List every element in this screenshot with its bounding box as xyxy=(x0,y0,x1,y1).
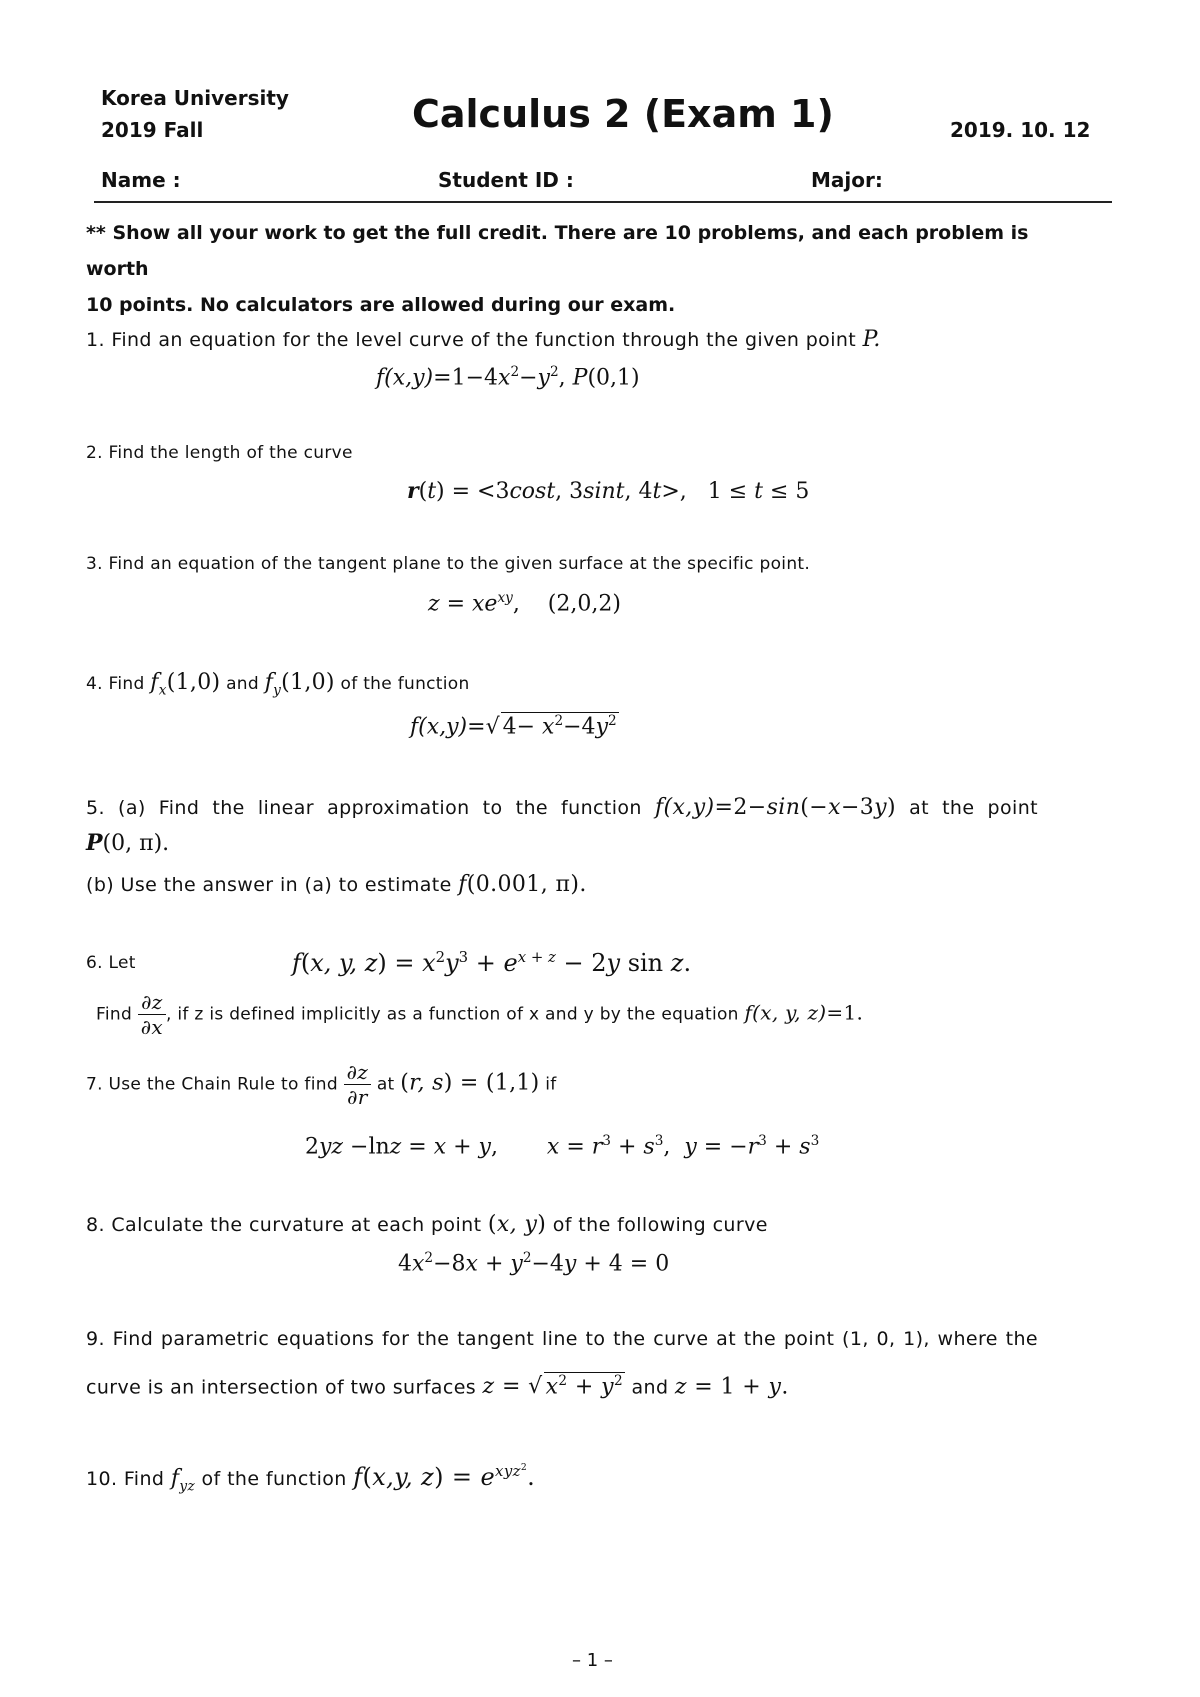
problem-6-find-label: Find xyxy=(96,1004,133,1025)
problem-10 xyxy=(86,1462,535,1494)
problem-4-fx: $f_x(1,0)$ xyxy=(150,670,221,699)
problem-9-and: and xyxy=(631,1376,669,1399)
problem-8-equation: $4x^2-8x + y^2-4y + 4 = 0$ xyxy=(398,1250,670,1277)
problem-3-text: 3. Find an equation of the tangent plane to the given surface at the specific point. xyxy=(86,554,811,574)
problem-8-point: (x, y) xyxy=(487,1212,547,1237)
problem-1-point: P. xyxy=(862,327,881,352)
problem-7-point: (r, s) = (1,1) xyxy=(400,1070,540,1096)
problem-5b-value: f(0.001, π). xyxy=(458,872,587,897)
problem-10-mid: of the function xyxy=(201,1468,347,1490)
problem-8 xyxy=(86,1212,768,1237)
major-field-label: Major: xyxy=(811,168,883,192)
university-name: Korea University xyxy=(101,86,289,110)
problem-5a-function: f(x,y)=2−sin(−x−3y) xyxy=(654,795,896,820)
problem-3-equation: $z = xe^{xy}$, (2,0,2) xyxy=(428,590,621,617)
problem-6-let: 6. Let xyxy=(86,953,136,973)
instructions-line-1: ** Show all your work to get the full credit. There are 10 problems, and each problem is worth xyxy=(86,222,1029,280)
header-divider xyxy=(94,201,1112,203)
problem-5b xyxy=(86,872,587,897)
problem-7-at: at xyxy=(376,1074,395,1095)
problem-7-text: 7. Use the Chain Rule to find xyxy=(86,1074,338,1095)
problem-5a-end: at the point xyxy=(909,797,1038,819)
problem-4-prefix: 4. Find xyxy=(86,674,145,694)
exam-title: Calculus 2 (Exam 1) xyxy=(412,92,834,136)
instructions xyxy=(86,215,1096,323)
problem-5a-point: P(0, π). xyxy=(86,830,170,856)
problem-7-if: if xyxy=(545,1074,557,1095)
problem-10-prefix: 10. Find xyxy=(86,1468,165,1490)
problem-9-line-2 xyxy=(86,1372,789,1399)
problem-6-partial-fraction: $\frac{\partial z}{\partial x}$ xyxy=(138,990,166,1039)
exam-date: 2019. 10. 12 xyxy=(950,118,1091,142)
problem-6-find xyxy=(96,990,863,1039)
problem-1 xyxy=(86,327,881,352)
problem-7-equation: 2yz −lnz = x + y, $x = r^3 + s^3$, $y = -r^3 + s^3$ xyxy=(305,1133,820,1160)
problem-1-text: 1. Find an equation for the level curve of the function through the given point xyxy=(86,329,857,351)
term: 2019 Fall xyxy=(101,118,204,142)
student-id-field-label: Student ID : xyxy=(438,168,574,192)
problem-8-text: 8. Calculate the curvature at each point xyxy=(86,1214,482,1236)
page-number: – 1 – xyxy=(572,1650,613,1671)
problem-4-and: and xyxy=(226,674,259,694)
problem-10-function: f(x,y, $z) = e^{xyz^2}$. xyxy=(353,1462,536,1491)
problem-4-suffix: of the function xyxy=(340,674,470,694)
problem-6-constraint: f(x, y, z)=1. xyxy=(744,1000,864,1025)
problem-6-mid: , if z is defined implicitly as a function of x and y by the equation xyxy=(165,1004,739,1025)
problem-10-fyz: $f_{yz}$ xyxy=(170,1466,196,1495)
instructions-line-2: 10 points. No calculators are allowed during our exam. xyxy=(86,294,676,316)
problem-5b-text: (b) Use the answer in (a) to estimate xyxy=(86,874,452,896)
problem-2-equation: r(t) = <3cost, 3sint, 4t>, 1 ≤ t ≤ 5 xyxy=(407,478,810,504)
problem-7 xyxy=(86,1060,557,1109)
name-field-label: Name : xyxy=(101,168,181,192)
problem-9-surface-2: z = 1 + y. xyxy=(674,1374,789,1400)
problem-4 xyxy=(86,670,470,698)
problem-5a xyxy=(86,795,1038,820)
problem-4-equation: f(x,y)=√ $4- x^2-4y^2$ xyxy=(410,713,617,740)
problem-6-equation: f(x, y, $z) = x^2y^3 + e^{x + z} - 2y$ sin z. xyxy=(292,948,692,977)
problem-9-text: curve is an intersection of two surfaces xyxy=(86,1376,477,1399)
problem-9-line-1: 9. Find parametric equations for the tangent line to the curve at the point (1, 0, 1), where the xyxy=(86,1328,1038,1350)
problem-4-fy: $f_y(1,0)$ xyxy=(264,670,335,699)
problem-8-suffix: of the following curve xyxy=(552,1214,768,1236)
problem-5a-text: 5. (a) Find the linear approximation to the function xyxy=(86,797,642,819)
problem-7-partial-fraction: $\frac{\partial z}{\partial r}$ xyxy=(344,1060,371,1109)
problem-1-equation: $f(x,y)=1-4x^2-y^2$, P(0,1) xyxy=(376,364,640,391)
problem-9-surface-1: z = √ $x^2 + y^2$ xyxy=(482,1373,624,1400)
problem-2-text: 2. Find the length of the curve xyxy=(86,443,353,463)
